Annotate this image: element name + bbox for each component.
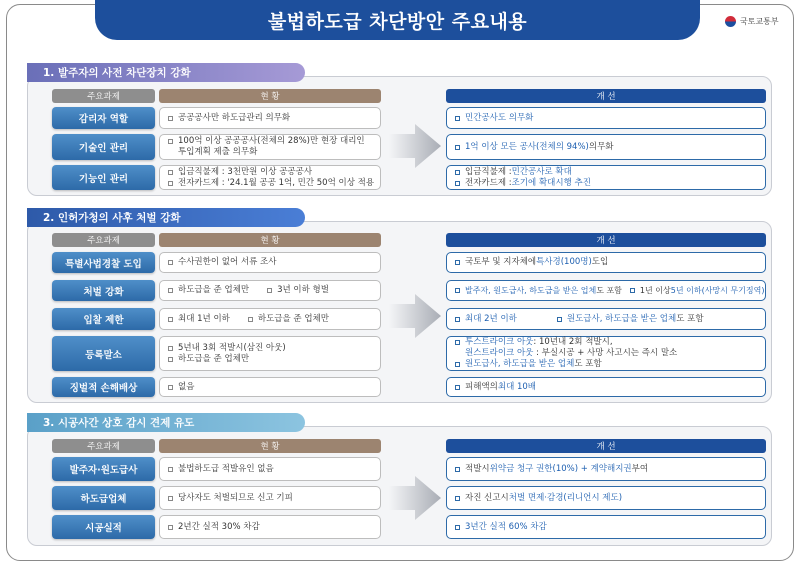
header-task: 주요과제 [52,233,155,247]
arrow-right-icon [389,124,441,168]
current-punitive-damages: 없음 [159,377,381,397]
bullet-icon [455,467,460,472]
bullet-icon [455,145,460,150]
bullet-icon [455,116,460,121]
bullet-icon [267,288,272,293]
current-owner-contractor: 불법하도급 적발유인 없음 [159,457,381,481]
improve-stronger-penalty: 발주자, 원도급사, 하도급을 받은 업체 도 포함 1년 이상 5년 이하(사망시 무기징역) [446,280,766,301]
improve-special-police: 국토부 및 지자체에 특사경(100명) 도입 [446,252,766,273]
improve-deregistration: 투스트라이크 아웃 : 10년내 2회 적발시, 원스트라이크 아웃 : 부실시공 + 사망 사고시는 즉시 말소 원도급사, 하도급을 받은 업체 도 포함 [446,336,766,371]
current-bid-restriction: 최대 1년 이하 하도급을 준 업체만 [159,308,381,330]
bullet-icon [455,317,460,322]
bullet-icon [168,525,173,530]
improve-supervisor-role: 민간공사도 의무화 [446,107,766,129]
bullet-icon [455,181,460,186]
improve-owner-contractor: 적발시 위약금 청구 권한(10%) + 계약해지권 부여 [446,457,766,481]
current-special-police: 수사권한이 없어 서류 조사 [159,252,381,273]
task-engineer-mgmt: 기술인 관리 [52,134,155,160]
bullet-icon [168,116,173,121]
bullet-icon [168,467,173,472]
improve-engineer-mgmt: 1억 이상 모든 공사(전체의 94%) 의무화 [446,134,766,160]
bullet-icon [168,260,173,265]
bullet-icon [248,317,253,322]
improve-worker-mgmt: 입금직불제 : 민간공사로 확대 전자카드제 : 조기에 확대시행 추진 [446,165,766,190]
bullet-icon [455,340,460,345]
bullet-icon [168,496,173,501]
current-engineer-mgmt: 100억 이상 공공공사(전체의 28%)만 현장 대리인 투입계획 제출 의무화 [159,134,381,160]
bullet-icon [168,181,173,186]
header-current: 현 황 [159,233,381,247]
bullet-icon [168,346,173,351]
improve-bid-restriction: 최대 2년 이하 원도급사, 하도급을 받은 업체 도 포함 [446,308,766,330]
bullet-icon [455,260,460,265]
header-improve: 개 선 [446,89,766,103]
current-subcontractor: 당사자도 처벌되므로 신고 기피 [159,486,381,510]
arrow-right-icon [389,476,441,520]
bullet-icon [455,496,460,501]
task-bid-restriction: 입찰 제한 [52,308,155,330]
bullet-icon [168,288,173,293]
header-current: 현 황 [159,89,381,103]
bullet-icon [168,385,173,390]
ministry-logo [725,16,779,27]
taegeuk-icon [725,16,736,27]
task-worker-mgmt: 기능인 관리 [52,165,155,190]
current-supervisor-role: 공공공사만 하도급관리 의무화 [159,107,381,129]
task-subcontractor: 하도급업체 [52,486,155,510]
task-owner-contractor: 발주자·원도급사 [52,457,155,481]
section-1-title: 1. 발주자의 사전 차단장치 강화 [27,63,305,82]
page-title: 불법하도급 차단방안 주요내용 [267,10,528,33]
task-supervisor-role: 감리자 역할 [52,107,155,129]
bullet-icon [168,317,173,322]
arrow-right-icon [389,294,441,338]
ministry-name: 국토교통부 [740,17,779,26]
header-task: 주요과제 [52,439,155,453]
bullet-icon [168,139,173,144]
improve-construction-record: 3년간 실적 60% 차감 [446,515,766,539]
header-improve: 개 선 [446,233,766,247]
improve-subcontractor: 자진 신고시 처벌 면제·감경(리니언시 제도) [446,486,766,510]
task-construction-record: 시공실적 [52,515,155,539]
header-improve: 개 선 [446,439,766,453]
bullet-icon [455,288,460,293]
current-stronger-penalty: 하도급을 준 업체만 3년 이하 형벌 [159,280,381,301]
improve-punitive-damages: 피해액의 최대 10배 [446,377,766,397]
bullet-icon [455,170,460,175]
bullet-icon [455,362,460,367]
task-deregistration: 등록말소 [52,336,155,371]
bullet-icon [455,385,460,390]
header-current: 현 황 [159,439,381,453]
task-punitive-damages: 징벌적 손해배상 [52,377,155,397]
section-2-title: 2. 인허가청의 사후 처벌 강화 [27,208,305,227]
title-banner [95,0,700,40]
current-construction-record: 2년간 실적 30% 차감 [159,515,381,539]
current-worker-mgmt: 입금직불제 : 3천만원 이상 공공공사 전자카드제 : '24.1월 공공 1억, 민간 50억 이상 적용 [159,165,381,190]
header-task: 주요과제 [52,89,155,103]
bullet-icon [168,357,173,362]
task-special-police: 특별사법경찰 도입 [52,252,155,273]
bullet-icon [168,170,173,175]
current-deregistration: 5년내 3회 적발시(삼진 아웃) 하도급을 준 업체만 [159,336,381,371]
bullet-icon [557,317,562,322]
bullet-icon [455,525,460,530]
section-3-title: 3. 시공사간 상호 감시 견제 유도 [27,413,305,432]
task-stronger-penalty: 처벌 강화 [52,280,155,301]
bullet-icon [630,288,635,293]
